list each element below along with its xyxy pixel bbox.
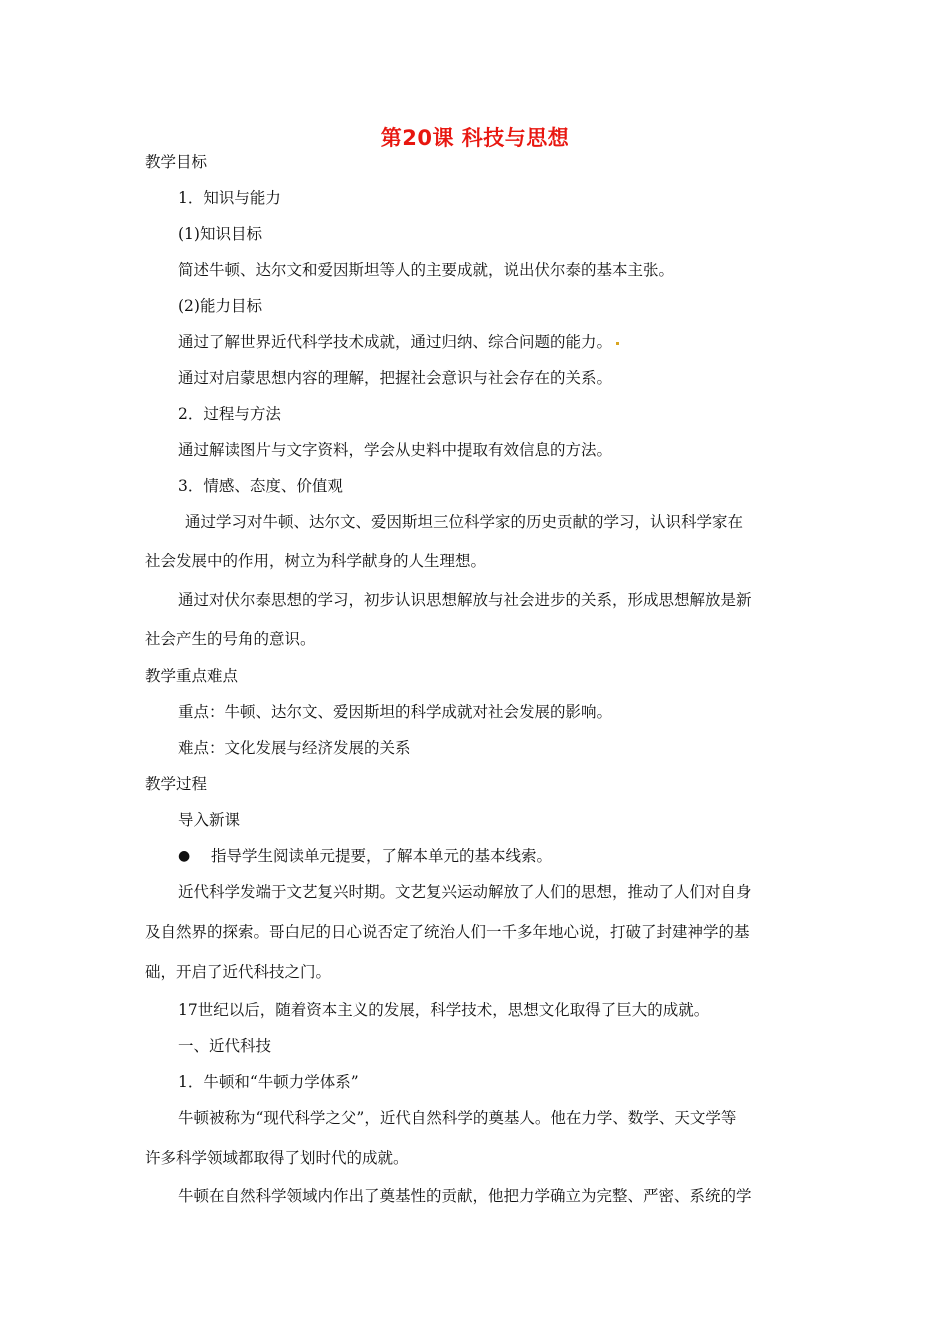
paragraph: 简述牛顿、达尔文和爱因斯坦等人的主要成就，说出伏尔泰的基本主张。 bbox=[178, 261, 675, 279]
bullet-text: 指导学生阅读单元提要，了解本单元的基本线索。 bbox=[211, 847, 553, 865]
paragraph-continued: 础，开启了近代科技之门。 bbox=[145, 963, 332, 981]
paragraph: 通过对伏尔泰思想的学习，初步认识思想解放与社会进步的关系，形成思想解放是新 bbox=[178, 591, 752, 609]
section-heading-objectives: 教学目标 bbox=[145, 153, 208, 171]
subheading-newton: 1．牛顿和“牛顿力学体系” bbox=[178, 1073, 359, 1091]
paragraph-difficult-point: 难点：文化发展与经济发展的关系 bbox=[178, 739, 411, 757]
subheading-introduction: 导入新课 bbox=[178, 811, 241, 829]
paragraph: 通过学习对牛顿、达尔文、爱因斯坦三位科学家的历史贡献的学习，认识科学家在 bbox=[185, 513, 744, 531]
paragraph: 牛顿被称为“现代科学之父”，近代自然科学的奠基人。他在力学、数学、天文学等 bbox=[178, 1109, 737, 1127]
subheading-knowledge-ability: 1．知识与能力 bbox=[178, 189, 281, 207]
section-heading-key-points: 教学重点难点 bbox=[145, 667, 239, 685]
section-heading-process: 教学过程 bbox=[145, 775, 208, 793]
section-heading-modern-science: 一、近代科技 bbox=[178, 1037, 272, 1055]
paragraph: 通过对启蒙思想内容的理解，把握社会意识与社会存在的关系。 bbox=[178, 369, 613, 387]
stray-dot bbox=[616, 342, 619, 345]
subheading-knowledge-goal: (1)知识目标 bbox=[178, 225, 262, 243]
bullet-icon: ● bbox=[178, 848, 191, 864]
paragraph: 通过了解世界近代科学技术成就，通过归纳、综合问题的能力。 bbox=[178, 332, 619, 352]
paragraph: 牛顿在自然科学领域内作出了奠基性的贡献，他把力学确立为完整、严密、系统的学 bbox=[178, 1187, 752, 1205]
paragraph-continued: 许多科学领域都取得了划时代的成就。 bbox=[145, 1149, 409, 1167]
paragraph: 17世纪以后，随着资本主义的发展，科学技术，思想文化取得了巨大的成就。 bbox=[178, 1001, 710, 1019]
paragraph-key-point: 重点：牛顿、达尔文、爱因斯坦的科学成就对社会发展的影响。 bbox=[178, 703, 613, 721]
paragraph-continued: 及自然界的探索。哥白尼的日心说否定了统治人们一千多年地心说，打破了封建神学的基 bbox=[145, 923, 750, 941]
subheading-process-method: 2．过程与方法 bbox=[178, 405, 281, 423]
subheading-emotion-values: 3．情感、态度、价值观 bbox=[178, 477, 343, 495]
subheading-ability-goal: (2)能力目标 bbox=[178, 297, 262, 315]
page-title: 第20课 科技与思想 bbox=[380, 126, 570, 150]
paragraph: 通过解读图片与文字资料，学会从史料中提取有效信息的方法。 bbox=[178, 441, 613, 459]
paragraph-continued: 社会产生的号角的意识。 bbox=[145, 630, 316, 648]
paragraph-continued: 社会发展中的作用，树立为科学献身的人生理想。 bbox=[145, 552, 487, 570]
paragraph: 近代科学发端于文艺复兴时期。文艺复兴运动解放了人们的思想，推动了人们对自身 bbox=[178, 883, 752, 901]
